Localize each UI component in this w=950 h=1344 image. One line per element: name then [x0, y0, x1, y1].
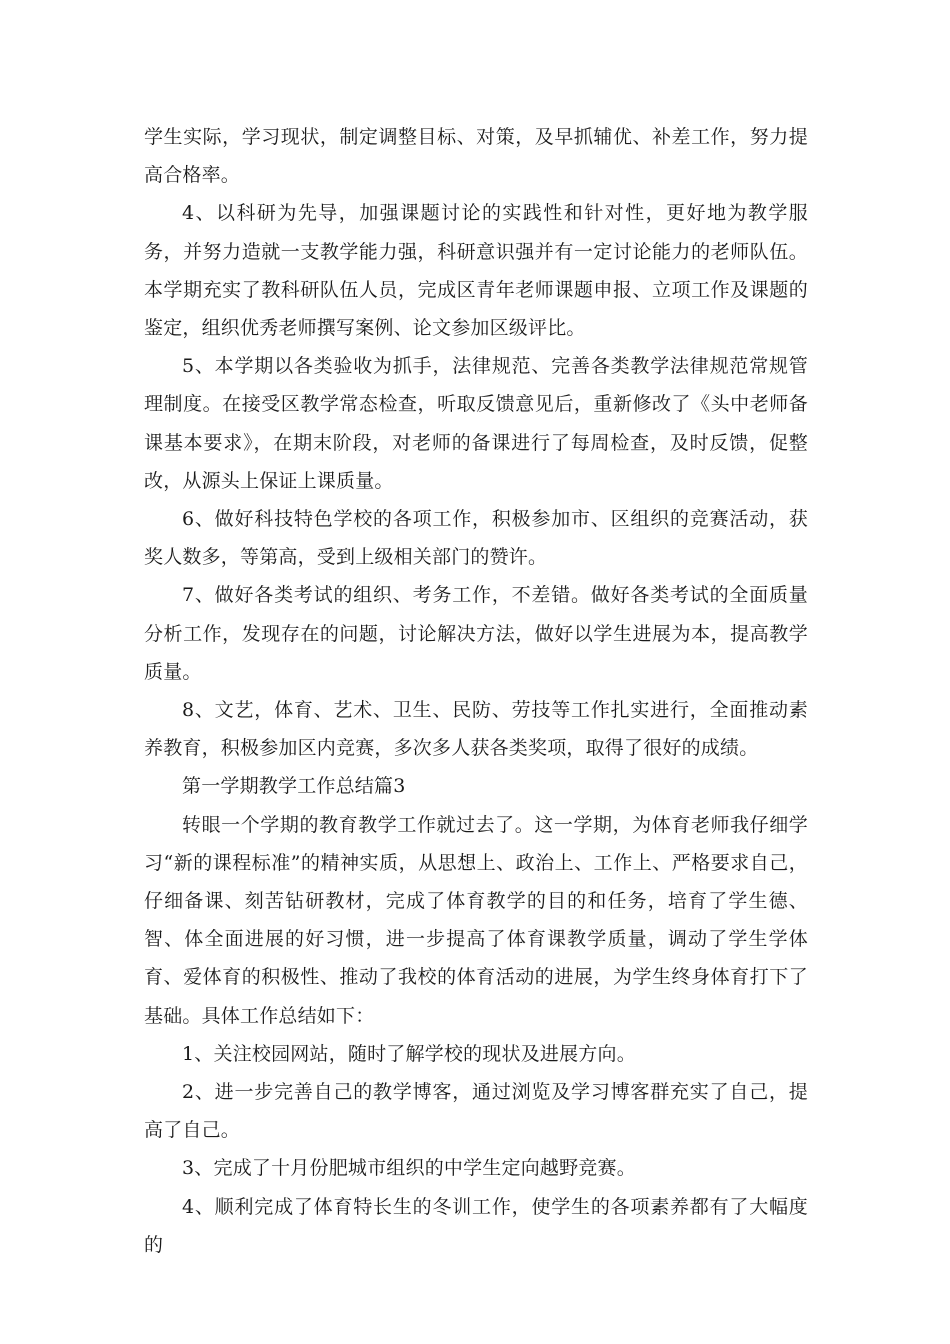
- document-body: [144, 118, 808, 1264]
- paragraph-item-5: 5、本学期以各类验收为抓手，法律规范、完善各类教学法律规范常规管理制度。在接受区教学常态检查，听取反馈意见后，重新修改了《头中老师备课基本要求》，在期末阶段，对老师的备课进行了每周检查，及时反馈，促整改，从源头上保证上课质量。: [144, 355, 808, 492]
- paragraph-item-6: 6、做好科技特色学校的各项工作，积极参加市、区组织的竞赛活动，获奖人数多，等第高，受到上级相关部门的赞许。: [144, 508, 808, 569]
- paragraph-continued: 学生实际，学习现状，制定调整目标、对策，及早抓辅优、补差工作，努力提高合格率。: [144, 126, 808, 187]
- paragraph-item-4: 4、以科研为先导，加强课题讨论的实践性和针对性，更好地为教学服务，并努力造就一支教学能力强，科研意识强并有一定讨论能力的老师队伍。本学期充实了教科研队伍人员，完成区青年老师课题申报、立项工作及课题的鉴定，组织优秀老师撰写案例、论文参加区级评比。: [144, 202, 808, 340]
- paragraph-item-7: 7、做好各类考试的组织、考务工作，不差错。做好各类考试的全面质量分析工作，发现存在的问题，讨论解决方法，做好以学生进展为本，提高教学质量。: [144, 584, 808, 683]
- paragraph-summary-4: 4、顺利完成了体育特长生的冬训工作，使学生的各项素养都有了大幅度的: [144, 1195, 808, 1256]
- paragraph-summary-2: 2、进一步完善自己的教学博客，通过浏览及学习博客群充实了自己，提高了自己。: [144, 1081, 808, 1142]
- section-heading: 第一学期教学工作总结篇3: [182, 775, 406, 798]
- paragraph-intro: 转眼一个学期的教育教学工作就过去了。这一学期，为体育老师我仔细学习“新的课程标准”的精神实质，从思想上、政治上、工作上、严格要求自己，仔细备课、刻苦钻研教材，完成了体育教学的目的和任务，培育了学生德、智、体全面进展的好习惯，进一步提高了体育课教学质量，调动了学生学体育、爱体育的积极性、推动了我校的体育活动的进展，为学生终身体育打下了基础。具体工作总结如下：: [144, 813, 808, 1027]
- paragraph-summary-3: 3、完成了十月份肥城市组织的中学生定向越野竞赛。: [182, 1157, 636, 1180]
- paragraph-summary-1: 1、关注校园网站，随时了解学校的现状及进展方向。: [182, 1042, 636, 1065]
- paragraph-item-8: 8、文艺，体育、艺术、卫生、民防、劳技等工作扎实进行，全面推动素养教育，积极参加区内竞赛，多次多人获各类奖项，取得了很好的成绩。: [144, 699, 808, 760]
